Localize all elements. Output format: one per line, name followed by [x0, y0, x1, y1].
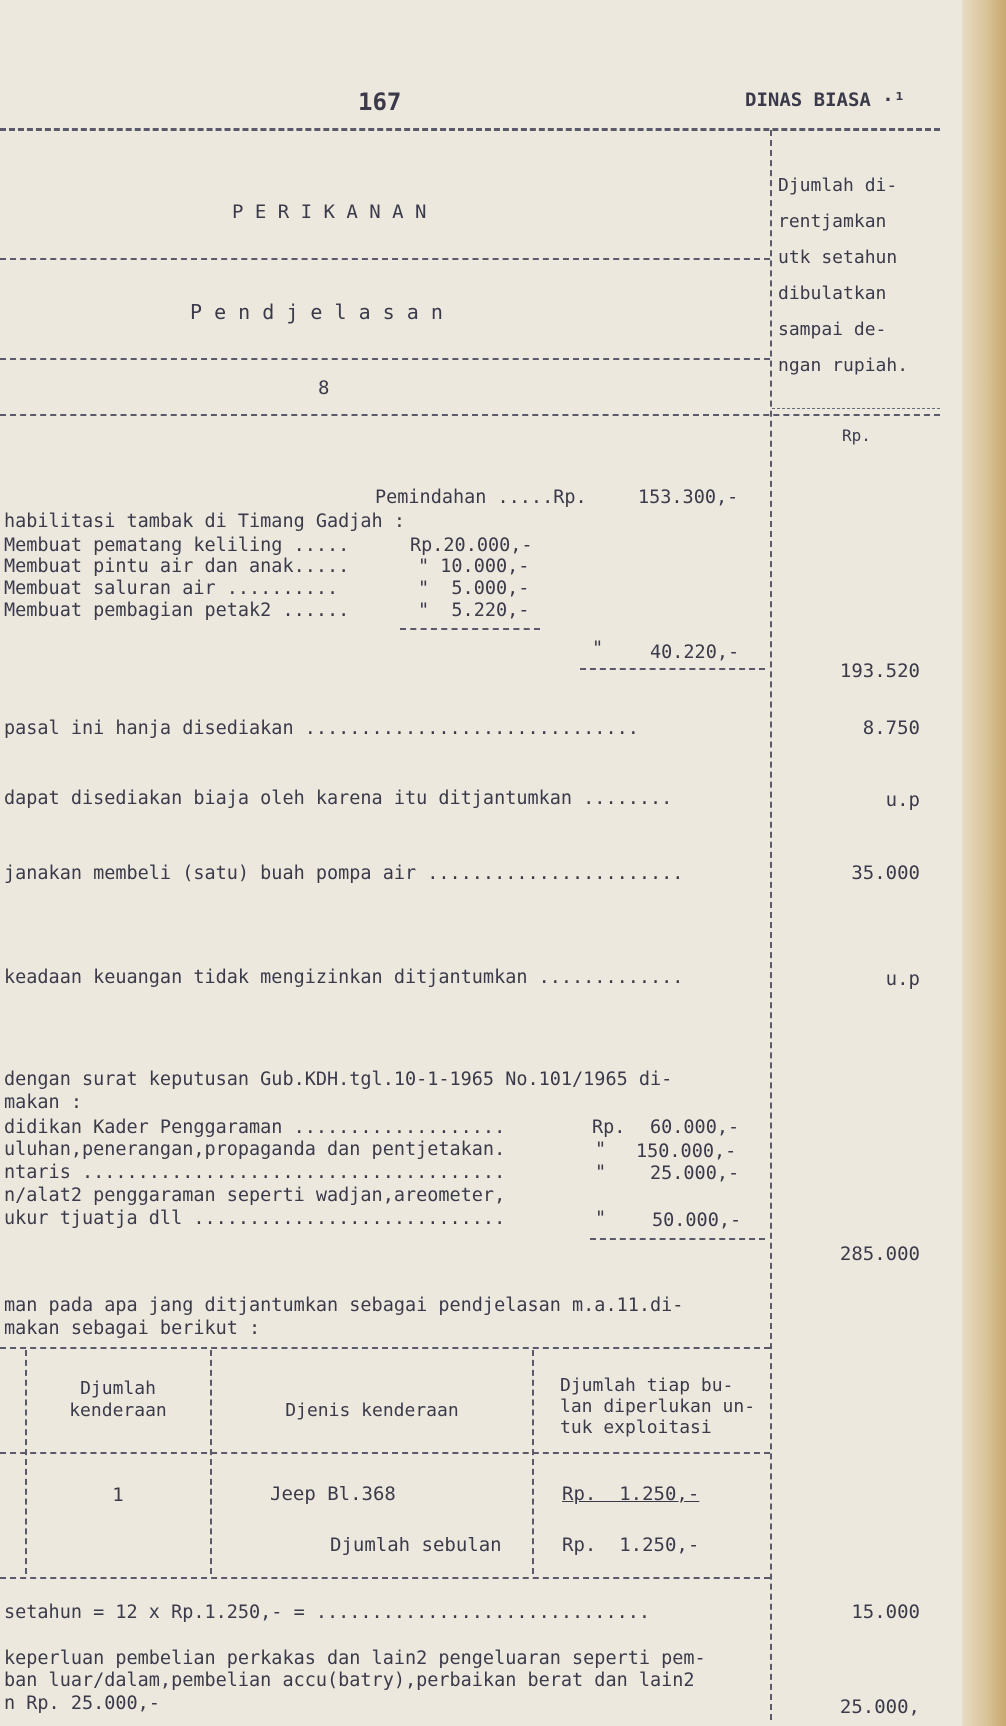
table-cell-count: 1	[112, 1484, 124, 1506]
item-amount: 50.000,-	[652, 1210, 742, 1231]
section4-amount: 25.000,	[839, 1696, 920, 1718]
section4-line: n Rp. 25.000,-	[4, 1693, 160, 1714]
item-text: Membuat pembagian petak2 ......	[4, 600, 350, 621]
item-amount: " 5.000,-	[418, 578, 530, 599]
yearly-amount: 15.000	[851, 1601, 920, 1623]
section4-line: keperluan pembelian perkakas dan lain2 pengeluaran seperti pem-	[4, 1648, 706, 1669]
table-rule	[0, 1452, 770, 1454]
rule	[0, 358, 770, 360]
item-text: uluhan,penerangan,propaganda dan pentjetakan.	[4, 1139, 506, 1160]
column-title: P E R I K A N A N	[232, 201, 427, 223]
item-currency: Rp.	[592, 1117, 626, 1138]
table-header-count: Djumlah kenderaan	[69, 1378, 167, 1421]
subtotal-mark: "	[592, 638, 604, 659]
section4-line: ban luar/dalam,pembelian accu(batry),perbaikan berat dan lain2	[4, 1670, 695, 1691]
rule	[580, 668, 765, 670]
item-amount: " 5.220,-	[418, 600, 530, 621]
subtotal-value: 40.220,-	[650, 642, 740, 663]
row-text: keadaan keuangan tidak mengizinkan ditjantumkan .............	[4, 967, 684, 988]
header-label: DINAS BIASA ·¹	[745, 89, 906, 111]
row-text: janakan membeli (satu) buah pompa air .......................	[4, 863, 684, 884]
item-text: Membuat pematang keliling .....	[4, 535, 350, 556]
item-amount: 150.000,-	[636, 1141, 737, 1162]
page-number: 167	[358, 88, 402, 116]
section2-intro: dengan surat keputusan Gub.KDH.tgl.10-1-1965 No.101/1965 di-	[4, 1069, 673, 1090]
currency-label: Rp.	[842, 426, 871, 445]
paper-edge	[962, 0, 1006, 1726]
item-text: n/alat2 penggaraman seperti wadjan,areometer,	[4, 1185, 506, 1206]
table-header-type: Djenis kenderaan	[285, 1400, 459, 1421]
item-text: didikan Kader Penggaraman ...................	[4, 1117, 506, 1138]
column-number: 8	[318, 377, 330, 399]
row-amount: 8.750	[862, 717, 920, 739]
table-cell-amount: Rp. 1.250,-	[562, 1483, 700, 1505]
item-amount: 25.000,-	[650, 1163, 740, 1184]
table-divider	[532, 1350, 534, 1574]
item-amount: Rp.20.000,-	[410, 535, 533, 556]
row-amount: 35.000	[851, 862, 920, 884]
item-text: Membuat saluran air ..........	[4, 578, 339, 599]
item-currency: "	[595, 1139, 607, 1160]
row-text: pasal ini hanja disediakan ..............................	[4, 718, 639, 739]
rule	[772, 408, 940, 409]
table-rule	[0, 1577, 770, 1579]
carry-label: Pemindahan .....Rp.	[375, 487, 587, 508]
row-amount: u.p	[885, 968, 920, 990]
amount-column-divider	[770, 130, 772, 1720]
column-subtitle: P e n d j e l a s a n	[190, 300, 443, 324]
table-sum-amount: Rp. 1.250,-	[562, 1534, 700, 1556]
header-rule	[0, 128, 940, 131]
item-currency: "	[595, 1162, 607, 1183]
rule	[400, 628, 540, 630]
table-sum-label: Djumlah sebulan	[330, 1534, 502, 1556]
section2-intro: makan :	[4, 1092, 82, 1113]
item-amount: " 10.000,-	[418, 556, 530, 577]
section2-total: 285.000	[839, 1243, 920, 1265]
section3-intro: makan sebagai berikut :	[4, 1318, 261, 1339]
section1-total: 193.520	[839, 660, 920, 682]
item-amount: 60.000,-	[650, 1117, 740, 1138]
table-rule	[0, 1347, 770, 1349]
table-header-amount: Djumlah tiap bu- lan diperlukan un- tuk exploitasi	[560, 1375, 756, 1438]
rule	[590, 1238, 765, 1240]
carry-value: 153.300,-	[638, 487, 739, 508]
row-text: dapat disediakan biaja oleh karena itu ditjantumkan ........	[4, 788, 673, 809]
item-text: ukur tjuatja dll ............................	[4, 1208, 506, 1229]
table-divider	[25, 1350, 27, 1574]
section1-heading: habilitasi tambak di Timang Gadjah :	[4, 511, 405, 532]
amount-column-header: Djumlah di- rentjamkan utk setahun dibulatkan sampai de- ngan rupiah.	[778, 175, 909, 376]
section3-intro: man pada apa jang ditjantumkan sebagai pendjelasan m.a.11.di-	[4, 1295, 684, 1316]
rule	[0, 258, 770, 260]
table-divider	[210, 1350, 212, 1574]
row-amount: u.p	[885, 789, 920, 811]
item-text: Membuat pintu air dan anak.....	[4, 556, 350, 577]
item-text: ntaris ......................................	[4, 1162, 506, 1183]
table-cell-type: Jeep Bl.368	[270, 1483, 396, 1505]
rule	[0, 414, 940, 416]
item-currency: "	[595, 1208, 607, 1229]
yearly-text: setahun = 12 x Rp.1.250,- = ..............................	[4, 1602, 651, 1623]
